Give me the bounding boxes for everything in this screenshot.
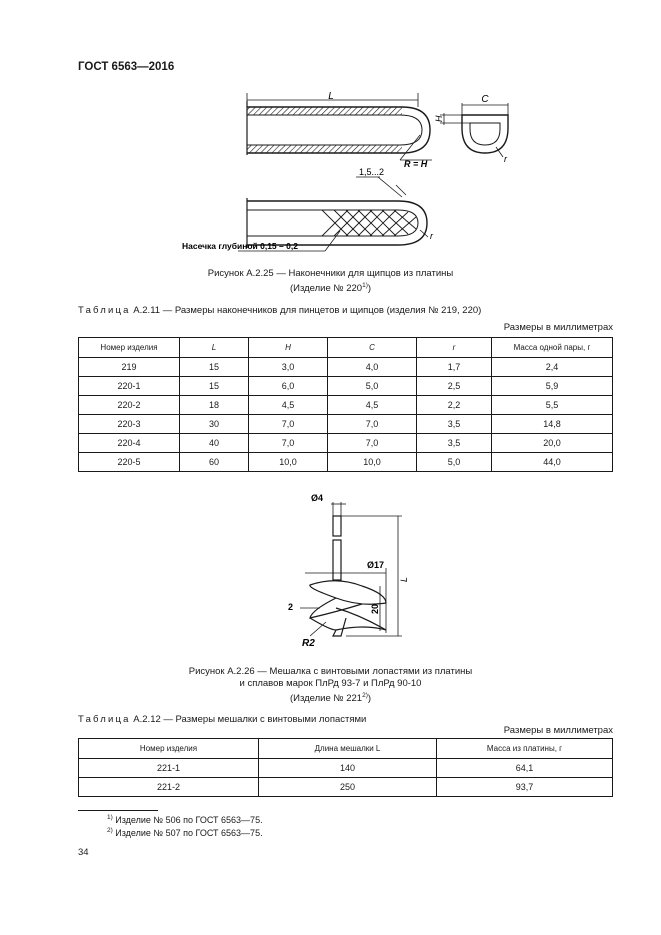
col-header-mass: Масса одной пары, г xyxy=(492,338,613,358)
label-notch-depth: Насечка глубиной 0,15 – 0,2 xyxy=(182,241,298,251)
figure-caption-a2-25: Рисунок А.2.25 — Наконечники для щипцов из платины (Изделие № 220$^{1)}$) xyxy=(207,268,454,295)
label-R2: R2 xyxy=(302,638,315,649)
col-header-L: L xyxy=(180,338,249,358)
footnote-2: $^{2)}$ Изделие № 507 по ГОСТ 6563—75. xyxy=(107,827,263,838)
table2-units: Размеры в миллиметрах xyxy=(503,725,613,736)
table-row: 221-2 250 93,7 xyxy=(79,778,613,797)
label-stirrer-L: L xyxy=(399,576,409,582)
label-H: H xyxy=(434,115,444,122)
footnote-separator xyxy=(78,810,158,811)
figure-stirrer-drawing xyxy=(0,490,661,655)
label-r-top: r xyxy=(430,231,433,241)
table-row: 221-1 140 64,1 xyxy=(79,759,613,778)
tip-side-view xyxy=(247,93,432,160)
figure-caption-a2-26: Рисунок А.2.26 — Мешалка с винтовыми лопастями из платины и сплавов марок ПлРд 93-7 и ПлРд 90-10 (Изделие № 221$^{2)}$) xyxy=(188,666,473,705)
col-header-item: Номер изделия xyxy=(79,739,259,759)
table-row: 220-4 40 7,0 7,0 3,5 20,0 xyxy=(79,434,613,453)
label-knurl-pitch: 1,5...2 xyxy=(359,167,385,177)
tips-dimensions-table xyxy=(78,337,613,472)
document-header: ГОСТ 6563—2016 xyxy=(78,61,175,73)
col-header-mass: Масса из платины, г xyxy=(437,739,613,759)
label-R: R = H xyxy=(404,159,428,169)
label-d4: Ø4 xyxy=(311,493,324,503)
col-header-r: r xyxy=(417,338,492,358)
col-header-H: H xyxy=(249,338,328,358)
table-row: 219 15 3,0 4,0 1,7 2,4 xyxy=(79,358,613,377)
label-thickness-2: 2 xyxy=(288,602,294,612)
tip-front-view xyxy=(440,103,508,157)
table-row: 220-5 60 10,0 10,0 5,0 44,0 xyxy=(79,453,613,472)
label-h20: 20 xyxy=(370,603,380,614)
col-header-length: Длина мешалки L xyxy=(259,739,437,759)
table-caption-a2-12: Таблица А.2.12 — Размеры мешалки с винтовыми лопастями xyxy=(78,714,367,725)
label-C: C xyxy=(481,94,489,105)
footnote-1: $^{1)}$ Изделие № 506 по ГОСТ 6563—75. xyxy=(107,814,263,825)
label-r-front: r xyxy=(504,154,507,164)
table-row: 220-2 18 4,5 4,5 2,2 5,5 xyxy=(79,396,613,415)
table-caption-a2-11: Таблица А.2.11 — Размеры наконечников для пинцетов и щипцов (изделия № 219, 220) xyxy=(78,305,482,316)
table-row: 220-1 15 6,0 5,0 2,5 5,9 xyxy=(79,377,613,396)
col-header-item: Номер изделия xyxy=(79,338,180,358)
table-header-row xyxy=(79,739,613,759)
tip-top-view xyxy=(238,177,428,251)
col-header-C: C xyxy=(328,338,417,358)
page-number: 34 xyxy=(78,847,89,858)
table1-units: Размеры в миллиметрах xyxy=(503,322,613,333)
stirrer-dimensions-table xyxy=(78,738,613,797)
label-L: L xyxy=(328,91,334,102)
figure-tips-drawing xyxy=(0,85,661,265)
label-d17: Ø17 xyxy=(367,560,385,570)
table-header-row xyxy=(79,338,613,358)
table-row: 220-3 30 7,0 7,0 3,5 14,8 xyxy=(79,415,613,434)
stirrer-drawing xyxy=(300,502,402,636)
